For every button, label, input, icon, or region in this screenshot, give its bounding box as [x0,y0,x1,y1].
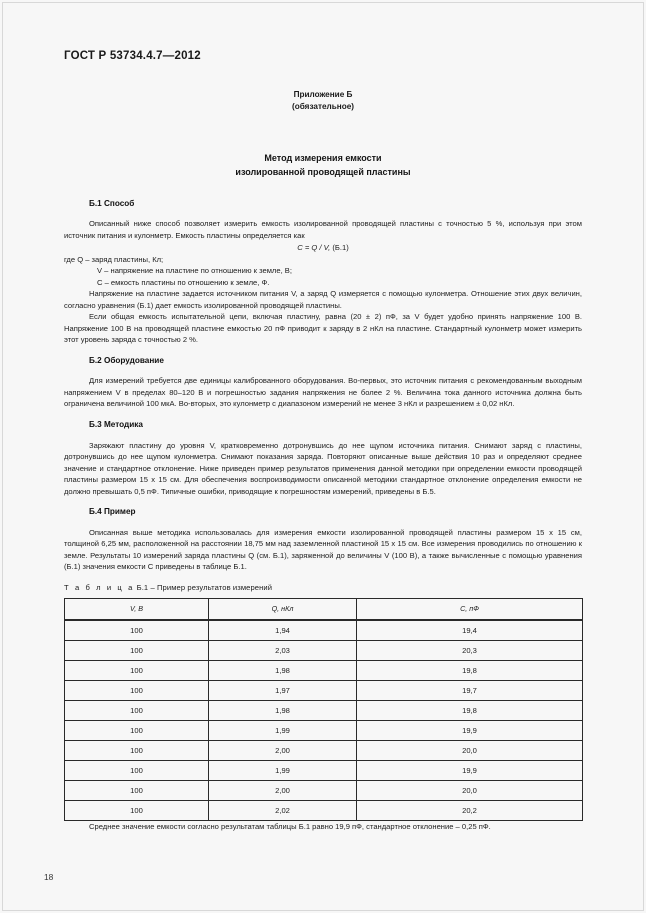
cell-charge: 1,98 [209,701,357,721]
cell-charge: 2,00 [209,781,357,801]
cell-voltage: 100 [65,661,209,681]
cell-capacitance: 20,0 [357,741,583,761]
table-row [65,701,583,721]
column-header-capacitance: C, пФ [357,599,583,621]
cell-capacitance: 19,7 [357,681,583,701]
annex-block [0,89,646,113]
spacer [64,573,582,582]
cell-capacitance: 20,3 [357,641,583,661]
running-header: ГОСТ Р 53734.4.7—2012 [64,50,201,62]
section-heading-b1: Б.1 Способ [89,199,135,208]
table-body [65,620,583,821]
section-heading-b3: Б.3 Методика [89,420,143,430]
cell-charge: 1,98 [209,661,357,681]
page-title [0,152,646,179]
table-row [65,741,583,761]
cell-voltage: 100 [65,761,209,781]
table-row [65,681,583,701]
cell-capacitance: 19,9 [357,761,583,781]
cell-voltage: 100 [65,801,209,821]
body-flow [64,198,582,833]
table-row [65,761,583,781]
cell-voltage: 100 [65,681,209,701]
cell-capacitance: 19,4 [357,620,583,641]
cell-voltage: 100 [65,701,209,721]
spacer [64,410,582,419]
section-b1-paragraph-1: Описанный ниже способ позволяет измерить емкость изолированной проводящей пластины с точностью 5 %, используя при этом источник питания и кулонметр. Емкость пластины определяется как [64,219,582,241]
section-heading-b2: Б.2 Оборудование [89,355,164,365]
cell-capacitance: 19,9 [357,721,583,741]
spacer [64,518,582,527]
column-header-charge: Q, нКл [209,599,357,621]
annex-label: Приложение Б [293,90,353,99]
section-b4-paragraph-1: Описанная выше методика использовалась для измерения емкости изолированной проводящей пластины размером 15 х 15 см, толщиной 6,25 мм, расположенной на расстоянии 18,75 мм над заземленной пластиной 15 х 15 см. Все измерения проводились по отношению к земле. Результаты 10 измерений заряда пластины Q (см. Б.1), заряженной до величины V (100 В), а также вычисленные с помощью уравнения (Б.1) значения емкости C приведены в таблице Б.1. [64,527,582,572]
annex-status: (обязательное) [292,101,354,111]
table-row [65,661,583,681]
cell-capacitance: 19,8 [357,661,583,681]
symbol-definition-q: где Q – заряд пластины, Кл; [64,254,164,264]
cell-charge: 1,97 [209,681,357,701]
table-row [65,801,583,821]
measurement-results-table [64,598,583,821]
table-row [65,620,583,641]
formula-expression: C = Q / V, [297,242,331,252]
section-b1-paragraph-3: Если общая емкость испытательной цепи, включая пластину, равна (20 ± 2) пФ, за V будет удобно принять напряжение 100 В. Напряжение 100 В на проводящей пластине емкостью 20 пФ приводит к заряду в 2 нКл на пластине. Стандартный кулонметр может измерить этот уровень заряда с точностью 2 %. [64,312,582,345]
cell-voltage: 100 [65,721,209,741]
spacer [64,497,582,506]
table-row [65,641,583,661]
table-header [65,599,583,621]
cell-charge: 1,99 [209,721,357,741]
cell-charge: 1,99 [209,761,357,781]
cell-charge: 2,03 [209,641,357,661]
formula-number: (Б.1) [332,242,349,252]
table-caption-text: Б.1 – Пример результатов измерений [136,582,273,592]
symbol-definition-c: C – емкость пластины по отношению к земле, Ф. [97,277,270,287]
cell-capacitance: 20,2 [357,801,583,821]
cell-voltage: 100 [65,641,209,661]
section-heading-b4: Б.4 Пример [89,507,136,517]
symbol-definition-v: V – напряжение на пластине по отношению к земле, В; [97,266,292,276]
page-number: 18 [44,872,54,882]
spacer [64,366,582,375]
cell-capacitance: 20,0 [357,781,583,801]
table-header-row [65,599,583,621]
column-header-voltage: V, В [65,599,209,621]
formula-b1 [64,242,582,254]
spacer [64,346,582,355]
section-b2-paragraph-1: Для измерений требуется две единицы калиброванного оборудования. Во-первых, это источник питания с рекомендованным выходным напряжением V в пределах 80–120 В и погрешностью задания напряжения не более 2 %. Величина тока данного источника должна быть ограничена величиной 100 мкА. Во-вторых, это кулонметр с диапазоном измерений не менее 3 нКл и разрешением ± 0,02 нКл. [64,376,582,409]
cell-capacitance: 19,8 [357,701,583,721]
spacer [64,431,582,440]
page-title-line-1: Метод измерения емкости [264,153,382,163]
conclusion-paragraph: Среднее значение емкости согласно результатам таблицы Б.1 равно 19,9 пФ, стандартное отклонение – 0,25 пФ. [89,822,491,832]
table-caption-label: Т а б л и ц а [64,582,135,592]
cell-voltage: 100 [65,620,209,641]
table-row [65,721,583,741]
table-row [65,781,583,801]
section-b1-paragraph-2: Напряжение на пластине задается источником питания V, а заряд Q измеряется с помощью кулонметра. Отношение этих двух величин, согласно уравнения (Б.1) дает емкость изолированной проводящей пластины. [64,289,582,310]
cell-voltage: 100 [65,741,209,761]
table-caption [64,582,582,594]
page-title-line-2: изолированной проводящей пластины [235,166,411,177]
cell-voltage: 100 [65,781,209,801]
cell-charge: 1,94 [209,620,357,641]
cell-charge: 2,00 [209,741,357,761]
section-b3-paragraph-1: Заряжают пластину до уровня V, кратковременно дотронувшись до нее щупом источника питания. Снимают заряд с пластины, дотронувшись до нее щупом кулонметра. Снимают показания заряда. Повторяют описанные выше действия 10 раз и определяют среднее значение и стандартное отклонение. Ниже приведен пример результатов применения данной методики при определении емкости проводящей пластины размером 15 х 15 см. Для обеспечения воспроизводимости описанной методики стандартное отклонение определения емкости не должно превышать 0,5 пФ. Типичные ошибки, приводящие к погрешностям измерений, приведены в Б.5. [64,440,582,496]
cell-charge: 2,02 [209,801,357,821]
spacer [64,209,582,218]
